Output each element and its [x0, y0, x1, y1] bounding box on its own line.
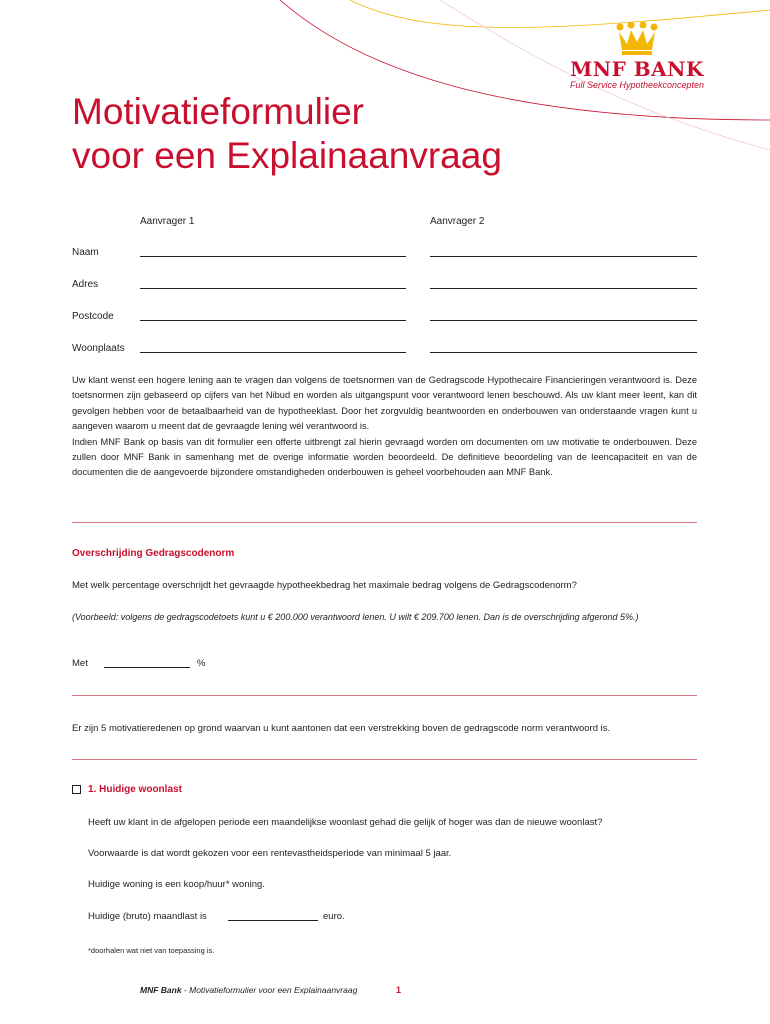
norm-question: Met welk percentage overschrijdt het gevraagde hypotheekbedrag het maximale bedrag volgens de Gedragscodenorm?	[72, 580, 577, 591]
percentage-field[interactable]	[104, 667, 190, 668]
row-label-woonplaats: Woonplaats	[72, 343, 125, 354]
applicant-1-header: Aanvrager 1	[140, 216, 195, 227]
footer-text: - Motivatieformulier voor een Explainaanvraag	[181, 985, 358, 995]
row-label-adres: Adres	[72, 279, 99, 290]
postcode-field-applicant-2[interactable]	[430, 320, 697, 321]
koop-huur-text: Huidige woning is een koop/huur* woning.	[88, 879, 265, 890]
section-title-norm: Overschrijding Gedragscodenorm	[72, 548, 235, 559]
title-line-1: Motivatieformulier	[72, 91, 364, 132]
footer-brand: MNF Bank	[140, 985, 182, 995]
applicant-2-header: Aanvrager 2	[430, 216, 485, 227]
intro-paragraph-2: Indien MNF Bank op basis van dit formulier een offerte uitbrengt zal hierin gevraagd worden om documenten om uw motivatie te onderbouwen. Deze zullen door MNF Bank in samenhang met de overige informatie worden beoordeeld. De definitieve beoordeling van de leencapaciteit en van de documenten die de aangevoerde bijzondere omstandigheden onderbouwen is geheel voorbehouden aan MNF Bank.	[72, 436, 697, 478]
reasons-text: Er zijn 5 motivatieredenen op grond waarvan u kunt aantonen dat een verstrekking boven de gedragscode norm verantwoord is.	[72, 723, 611, 734]
rentevast-condition: Voorwaarde is dat wordt gekozen voor een rentevastheidsperiode van minimaal 5 jaar.	[88, 848, 452, 859]
percent-sign: %	[197, 658, 206, 669]
mnf-bank-logo	[562, 22, 712, 91]
maandlast-field[interactable]	[228, 920, 318, 921]
footnote: *doorhalen wat niet van toepassing is.	[88, 946, 215, 955]
section-title-huidige-woonlast: 1. Huidige woonlast	[88, 784, 182, 795]
huidige-woonlast-checkbox[interactable]	[72, 785, 81, 794]
norm-example: (Voorbeeld: volgens de gedragscodetoets kunt u € 200.000 verantwoord lenen. U wilt € 209.700 lenen. Dan is de overschrijding afgerond 5%.)	[72, 612, 639, 622]
adres-field-applicant-2[interactable]	[430, 288, 697, 289]
divider	[72, 522, 697, 523]
logo-brand: MNF BANK	[570, 57, 704, 81]
divider	[72, 759, 697, 760]
euro-label: euro.	[323, 911, 345, 922]
adres-field-applicant-1[interactable]	[140, 288, 406, 289]
logo-tagline: Full Service Hypotheekconcepten	[569, 80, 705, 90]
postcode-field-applicant-1[interactable]	[140, 320, 406, 321]
page-title	[72, 90, 592, 178]
page-number: 1	[396, 985, 402, 995]
woonplaats-field-applicant-1[interactable]	[140, 352, 406, 353]
woonlast-question: Heeft uw klant in de afgelopen periode een maandelijkse woonlast gehad die gelijk of hoger was dan de nieuwe woonlast?	[88, 817, 603, 828]
row-label-postcode: Postcode	[72, 311, 114, 322]
naam-field-applicant-2[interactable]	[430, 256, 697, 257]
title-line-2: voor een Explainaanvraag	[72, 135, 502, 176]
intro-paragraph-1: Uw klant wenst een hogere lening aan te vragen dan volgens de toetsnormen van de Gedragscode Hypothecaire Financieringen verantwoord is. Deze toetsnormen zijn gebaseerd op cijfers van het Nibud en worden als uitgangspunt voor verantwoord lenen beschouwd. Als uw klant meer leent, kan dit gevolgen hebben voor de betaalbaarheid van de hypotheeklast. Door het zorgvuldig beantwoorden en onderbouwen van onderstaande vragen kunt u aangeven waarom u meent dat de gevraagde lening wél verantwoord is.	[72, 375, 697, 432]
woonplaats-field-applicant-2[interactable]	[430, 352, 697, 353]
divider	[72, 695, 697, 696]
maandlast-label: Huidige (bruto) maandlast is	[88, 911, 207, 922]
page-footer	[140, 985, 357, 995]
naam-field-applicant-1[interactable]	[140, 256, 406, 257]
crown-icon	[616, 22, 658, 56]
row-label-naam: Naam	[72, 247, 99, 258]
intro-text	[72, 373, 697, 481]
met-label: Met	[72, 658, 88, 669]
